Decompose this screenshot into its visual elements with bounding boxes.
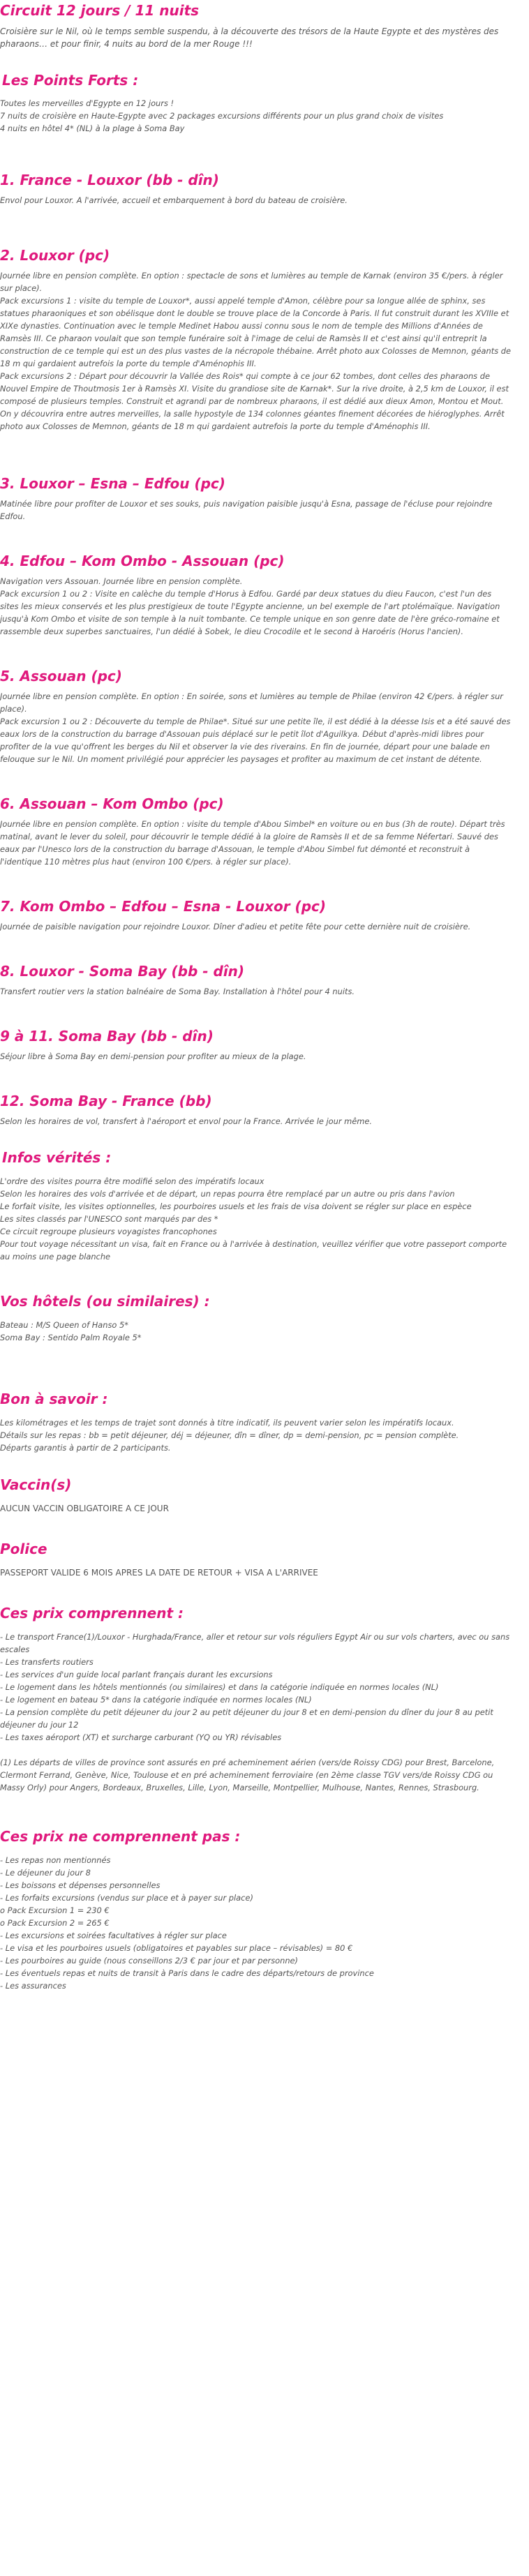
list-item: - Les forfaits excursions (vendus sur place et à payer sur place) bbox=[0, 1893, 253, 1903]
list-item: - Le déjeuner du jour 8 bbox=[0, 1868, 91, 1878]
day-heading: 2. Louxor (pc) bbox=[0, 247, 110, 264]
bon-a-savoir-heading: Bon à savoir : bbox=[0, 1391, 108, 1407]
infos-list bbox=[0, 1175, 512, 1263]
list-item: - Les repas non mentionnés bbox=[0, 1855, 111, 1865]
list-item: - Le logement en bateau 5* dans la catégorie indiquée en normes locales (NL) bbox=[0, 1695, 312, 1705]
list-item: - Le visa et les pourboires usuels (obligatoires et payables sur place – révisables) = 80 € bbox=[0, 1943, 353, 1953]
list-item: Toutes les merveilles d'Egypte en 12 jours ! bbox=[0, 98, 174, 108]
day-heading: 6. Assouan – Kom Ombo (pc) bbox=[0, 795, 224, 812]
day-text: Selon les horaires de vol, transfert à l'aéroport et envol pour la France. Arrivée le jour même. bbox=[0, 1116, 372, 1126]
day-text: Navigation vers Assouan. Journée libre en pension complète. Pack excursion 1 ou 2 : Visite en calèche du temple d'Horus à Edfou. Gardé par deux statues du dieu Faucon, c'est l'un des sites les mieux conservés et les plus prestigieux de toute l'Egypte ancienne, un bel exemple de l'art ptolémaïque. Navigation jusqu'à Kom Ombo et visite de son temple à la nuit tombante. Ce temple unique en son genre date de l'ère gréco-romaine et rassemble deux superbes sanctuaires, l'un dédié à Sobek, le dieu Crocodile et le second à Haroéris (Horus l'ancien). bbox=[0, 576, 500, 636]
day-text: Matinée libre pour profiter de Louxor et ses souks, puis navigation paisible jusqu'à Esna, passage de l'écluse pour rejoindre Edfou. bbox=[0, 499, 493, 521]
day-heading: 7. Kom Ombo – Edfou – Esna - Louxor (pc) bbox=[0, 898, 327, 915]
day-heading: 9 à 11. Soma Bay (bb - dîn) bbox=[0, 1028, 214, 1044]
points-forts-list bbox=[0, 97, 512, 135]
day-text: Journée de paisible navigation pour rejoindre Louxor. Dîner d'adieu et petite fête pour cette dernière nuit de croisière. bbox=[0, 922, 471, 931]
list-item: 7 nuits de croisière en Haute-Egypte avec 2 packages excursions différents pour un plus grand choix de visites bbox=[0, 111, 444, 121]
list-item: Le forfait visite, les visites optionnelles, les pourboires usuels et les frais de visa doivent se régler sur place en espèce bbox=[0, 1201, 472, 1211]
intro-text: Croisière sur le Nil, où le temps semble suspendu, à la découverte des trésors de la Haute Egypte et des mystères des pharaons… et pour finir, 4 nuits au bord de la mer Rouge !!! bbox=[0, 27, 499, 49]
vaccin-heading: Vaccin(s) bbox=[0, 1476, 72, 1493]
list-item: - Le logement dans les hôtels mentionnés (ou similaires) et dans la catégorie indiquée en normes locales (NL) bbox=[0, 1682, 439, 1692]
list-item: - Les taxes aéroport (XT) et surcharge carburant (YQ ou YR) révisables bbox=[0, 1732, 282, 1742]
list-item: - Le transport France(1)/Louxor - Hurghada/France, aller et retour sur vols réguliers Egypt Air ou sur vols charters, avec ou sans escales bbox=[0, 1632, 510, 1654]
list-item: o Pack Excursion 1 = 230 € bbox=[0, 1905, 110, 1915]
list-item: Départs garantis à partir de 2 participants. bbox=[0, 1443, 171, 1453]
list-item: - Les assurances bbox=[0, 1981, 66, 1991]
day-text: Transfert routier vers la station balnéaire de Soma Bay. Installation à l'hôtel pour 4 nuits. bbox=[0, 987, 355, 996]
list-item: Les kilométrages et les temps de trajet sont donnés à titre indicatif, ils peuvent varier selon les impératifs locaux. bbox=[0, 1418, 454, 1428]
list-item: - Les boissons et dépenses personnelles bbox=[0, 1880, 161, 1890]
points-forts-heading: Les Points Forts : bbox=[2, 72, 139, 89]
list-item: Bateau : M/S Queen of Hanso 5* bbox=[0, 1320, 128, 1330]
prix-ne-comprennent-pas-heading: Ces prix ne comprennent pas : bbox=[0, 1828, 241, 1845]
list-item: - Les éventuels repas et nuits de transit à Paris dans le cadre des départs/retours de province bbox=[0, 1968, 374, 1978]
hotels-heading: Vos hôtels (ou similaires) : bbox=[0, 1293, 210, 1310]
list-item: - Les excursions et soirées facultatives à régler sur place bbox=[0, 1931, 227, 1940]
prix-comprennent-heading: Ces prix comprennent : bbox=[0, 1605, 184, 1622]
day-text: Journée libre en pension complète. En option : visite du temple d'Abou Simbel* en voiture ou en bus (3h de route). Départ très matinal, avant le lever du soleil, pour découvrir le temple dédié à la gloire de Ramsès II et de sa femme Néfertari. Sauvé des eaux par l'Unesco lors de la construction du barrage d'Assouan, le temple d'Abou Simbel fut démonté et reconstruit à l'identique 110 mètres plus haut (environ 100 €/pers. à régler sur place). bbox=[0, 819, 505, 867]
day-heading: 8. Louxor - Soma Bay (bb - dîn) bbox=[0, 963, 245, 980]
list-item: o Pack Excursion 2 = 265 € bbox=[0, 1918, 110, 1928]
list-item: - Les services d'un guide local parlant français durant les excursions bbox=[0, 1670, 273, 1679]
list-item: - Les transferts routiers bbox=[0, 1657, 94, 1667]
police-text: PASSEPORT VALIDE 6 MOIS APRES LA DATE DE RETOUR + VISA A L'ARRIVEE bbox=[0, 1568, 318, 1578]
list-item: Pour tout voyage nécessitant un visa, fait en France ou à l'arrivée à destination, veuillez vérifier que votre passeport comporte au moins une page blanche bbox=[0, 1239, 507, 1261]
day-heading: 4. Edfou – Kom Ombo - Assouan (pc) bbox=[0, 553, 285, 569]
list-item: - Les pourboires au guide (nous conseillons 2/3 € par jour et par personne) bbox=[0, 1956, 298, 1965]
infos-heading: Infos vérités : bbox=[2, 1149, 112, 1166]
list-item: Les sites classés par l'UNESCO sont marqués par des * bbox=[0, 1214, 218, 1224]
list-item: 4 nuits en hôtel 4* (NL) à la plage à Soma Bay bbox=[0, 123, 185, 133]
list-item: Soma Bay : Sentido Palm Royale 5* bbox=[0, 1333, 142, 1342]
day-heading: 3. Louxor – Esna – Edfou (pc) bbox=[0, 475, 225, 492]
departs-province-note: (1) Les départs de villes de province sont assurés en pré acheminement aérien (vers/de Roissy CDG) pour Brest, Barcelone, Clermont Ferrand, Genève, Nice, Toulouse et en pré acheminement ferroviaire (en 2ème classe TGV vers/de Roissy CDG ou Massy Orly) pour Angers, Bordeaux, Bruxelles, Lille, Lyon, Marseille, Montpellier, Mulhouse, Nantes, Rennes, Strasbourg. bbox=[0, 1758, 495, 1792]
page-title: Circuit 12 jours / 11 nuits bbox=[0, 2, 200, 19]
day-heading: 5. Assouan (pc) bbox=[0, 668, 122, 684]
vaccin-text: AUCUN VACCIN OBLIGATOIRE A CE JOUR bbox=[0, 1504, 169, 1513]
list-item: Détails sur les repas : bb = petit déjeuner, déj = déjeuner, dîn = dîner, dp = demi-pension, pc = pension complète. bbox=[0, 1430, 459, 1440]
prix-ne-comprennent-pas-list bbox=[0, 1854, 512, 1992]
day-heading: 1. France - Louxor (bb - dîn) bbox=[0, 172, 219, 188]
list-item: L'ordre des visites pourra être modifié selon des impératifs locaux bbox=[0, 1176, 264, 1186]
hotels-list bbox=[0, 1319, 512, 1344]
bon-a-savoir-list bbox=[0, 1416, 512, 1454]
list-item: - La pension complète du petit déjeuner du jour 2 au petit déjeuner du jour 8 et en demi-pension du dîner du jour 8 au petit déjeuner du jour 12 bbox=[0, 1707, 493, 1730]
day-text: Journée libre en pension complète. En option : spectacle de sons et lumières au temple de Karnak (environ 35 €/pers. à régler sur place). Pack excursions 1 : visite du temple de Louxor*, aussi appelé temple d'Amon, célèbre pour sa longue allée de sphinx, ses statues pharaoniques et son obélisque dont le double se trouve place de la Concorde à Paris. Il fut construit durant les XVIIIe et XIXe dynasties. Continuation avec le temple Medinet Habou aussi connu sous le nom de temple des Millions d'Années de Ramsès III. Ce pharaon voulait que son temple funéraire soit à l'image de celui de Ramsès II et c'est ainsi qu'il entreprit la construction de ce temple qui est un des plus vastes de la nécropole thébaine. Arrêt photo aux Colosses de Memnon, géants de 18 m qui gardaient autrefois la porte du temple d'Aménophis III. Pack excursions 2 : Départ pour découvrir la Vallée des Rois* qui compte à ce jour 62 tombes, dont celles des pharaons de Nouvel Empire de Thoutmosis 1er à Ramsès XI. Visite du grandiose site de Karnak*. Sur la rive droite, à 2,5 km de Louxor, il est composé de plusieurs temples. Construit et agrandi par de nombreux pharaons, il est dédié aux dieux Amon, Montou et Mout. On y découvrira entre autres merveilles, la salle hypostyle de 134 colonnes géantes finement décorées de hiéroglyphes. Arrêt photo aux Colosses de Memnon, géants de 18 m qui gardaient autrefois la porte du temple d'Aménophis III. bbox=[0, 271, 511, 431]
list-item: Ce circuit regroupe plusieurs voyagistes francophones bbox=[0, 1227, 217, 1236]
list-item: Selon les horaires des vols d'arrivée et de départ, un repas pourra être remplacé par un autre ou pris dans l'avion bbox=[0, 1189, 455, 1199]
day-heading: 12. Soma Bay - France (bb) bbox=[0, 1093, 212, 1109]
prix-comprennent-list bbox=[0, 1631, 512, 1744]
day-text: Envol pour Louxor. A l'arrivée, accueil et embarquement à bord du bateau de croisière. bbox=[0, 195, 348, 205]
day-text: Séjour libre à Soma Bay en demi-pension pour profiter au mieux de la plage. bbox=[0, 1051, 306, 1061]
day-text: Journée libre en pension complète. En option : En soirée, sons et lumières au temple de Philae (environ 42 €/pers. à régler sur place). Pack excursion 1 ou 2 : Découverte du temple de Philae*. Situé sur une petite île, il est dédié à la déesse Isis et a été sauvé des eaux lors de la construction du barrage d'Assouan puis déplacé sur le petit îlot d'Aguilkya. Début d'après-midi libres pour profiter de la vue qu'offrent les berges du Nil et observer la vie des riverains. En fin de journée, départ pour une balade en felouque sur le Nil. Un moment privilégié pour apprécier les paysages et profiter au maximum de cet instant de détente. bbox=[0, 691, 511, 764]
police-heading: Police bbox=[0, 1541, 47, 1557]
